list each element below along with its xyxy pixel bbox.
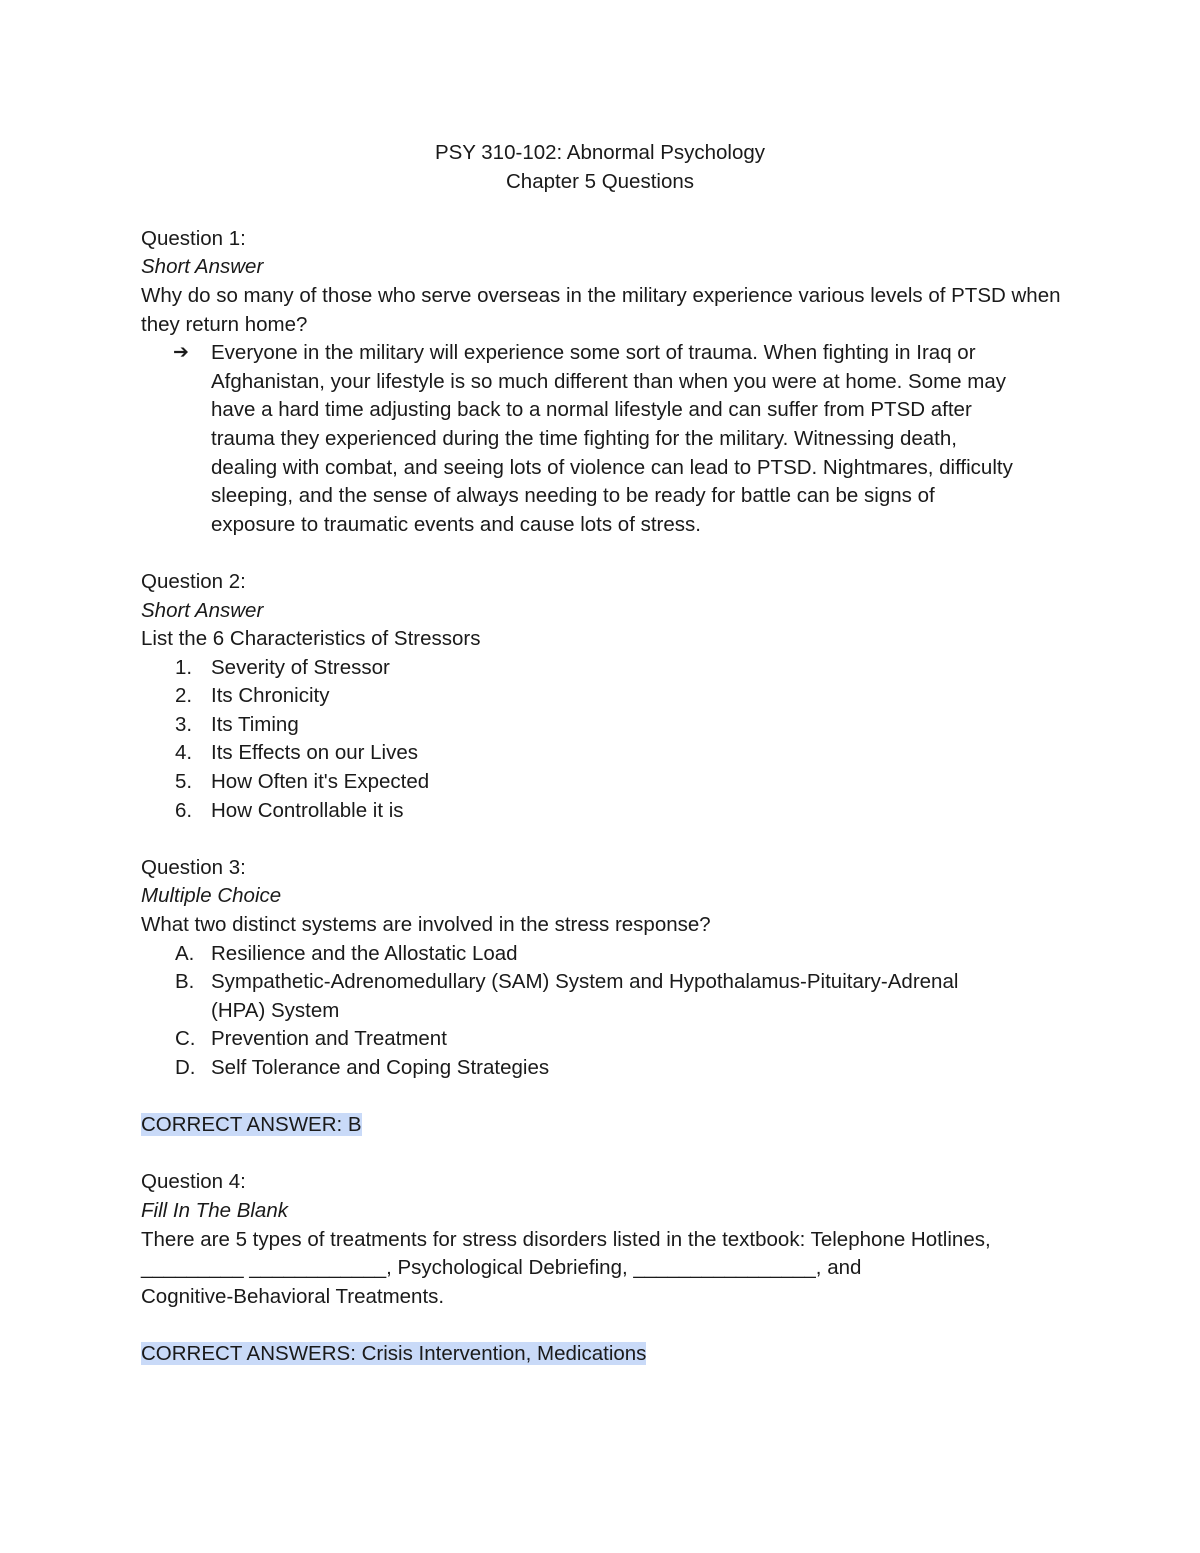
- answer-line: dealing with combat, and seeing lots of violence can lead to PTSD. Nightmares, difficulty: [211, 455, 1013, 479]
- answer-line: sleeping, and the sense of always needing to be ready for battle can be signs of: [211, 484, 935, 508]
- question-type: Short Answer: [141, 598, 264, 622]
- answer-line: have a hard time adjusting back to a normal lifestyle and can suffer from PTSD after: [211, 398, 972, 422]
- question-type: Fill In The Blank: [141, 1198, 288, 1222]
- document-header: [0, 139, 1200, 196]
- list-item: 6. How Controllable it is: [175, 798, 404, 822]
- question-prompt-line: There are 5 types of treatments for stress disorders listed in the textbook: Telephone Hotlines,: [141, 1227, 991, 1251]
- question-3: [141, 854, 1071, 1140]
- document-body: [141, 139, 1071, 1369]
- question-title: Question 1:: [141, 226, 246, 250]
- correct-answers: CORRECT ANSWERS: Crisis Intervention, Medications: [141, 1341, 647, 1365]
- answer-bullet-item: [141, 339, 1071, 539]
- question-type: Multiple Choice: [141, 884, 282, 908]
- characteristics-list: [141, 654, 1071, 826]
- question-2: [141, 568, 1071, 825]
- question-prompt-line: _________ ____________, Psychological Debriefing, ________________, and: [141, 1256, 862, 1280]
- question-4: [141, 1168, 1071, 1368]
- list-item: 1. Severity of Stressor: [175, 655, 390, 679]
- question-title: Question 3:: [141, 855, 246, 879]
- list-item: 5. How Often it's Expected: [175, 770, 430, 794]
- answer-line: Afghanistan, your lifestyle is so much different than when you were at home. Some may: [211, 369, 1006, 393]
- course-title: PSY 310-102: Abnormal Psychology: [434, 141, 766, 164]
- question-title: Question 4:: [141, 1170, 246, 1194]
- answer-line: exposure to traumatic events and cause lots of stress.: [211, 512, 701, 536]
- question-title: Question 2:: [141, 569, 246, 593]
- chapter-title: Chapter 5 Questions: [505, 169, 695, 193]
- options-list: [141, 940, 1071, 1083]
- option-item: D. Self Tolerance and Coping Strategies: [175, 1056, 550, 1079]
- question-prompt: List the 6 Characteristics of Stressors: [141, 627, 481, 651]
- question-prompt: What two distinct systems are involved in the stress response?: [141, 913, 711, 937]
- question-prompt-line: Cognitive-Behavioral Treatments.: [141, 1284, 445, 1308]
- option-item: A. Resilience and the Allostatic Load: [175, 941, 518, 965]
- list-item: 3. Its Timing: [175, 712, 299, 736]
- arrow-bullet-icon: ➔: [173, 342, 189, 364]
- question-type: Short Answer: [141, 255, 264, 279]
- option-item: C. Prevention and Treatment: [175, 1027, 447, 1051]
- answer-line: trauma they experienced during the time fighting for the military. Witnessing death,: [211, 426, 957, 450]
- list-item: 4. Its Effects on our Lives: [175, 741, 419, 765]
- list-item: 2. Its Chronicity: [175, 684, 330, 708]
- question-1: [141, 225, 1071, 540]
- answer-line: Everyone in the military will experience some sort of trauma. When fighting in Iraq or: [211, 341, 976, 365]
- correct-answer: CORRECT ANSWER: B: [141, 1113, 362, 1137]
- question-prompt: Why do so many of those who serve overseas in the military experience various levels of PTSD when they return home?: [141, 283, 1061, 336]
- option-item: B. Sympathetic-Adrenomedullary (SAM) System and Hypothalamus-Pituitary-Adrenal (HPA) System: [175, 970, 959, 1022]
